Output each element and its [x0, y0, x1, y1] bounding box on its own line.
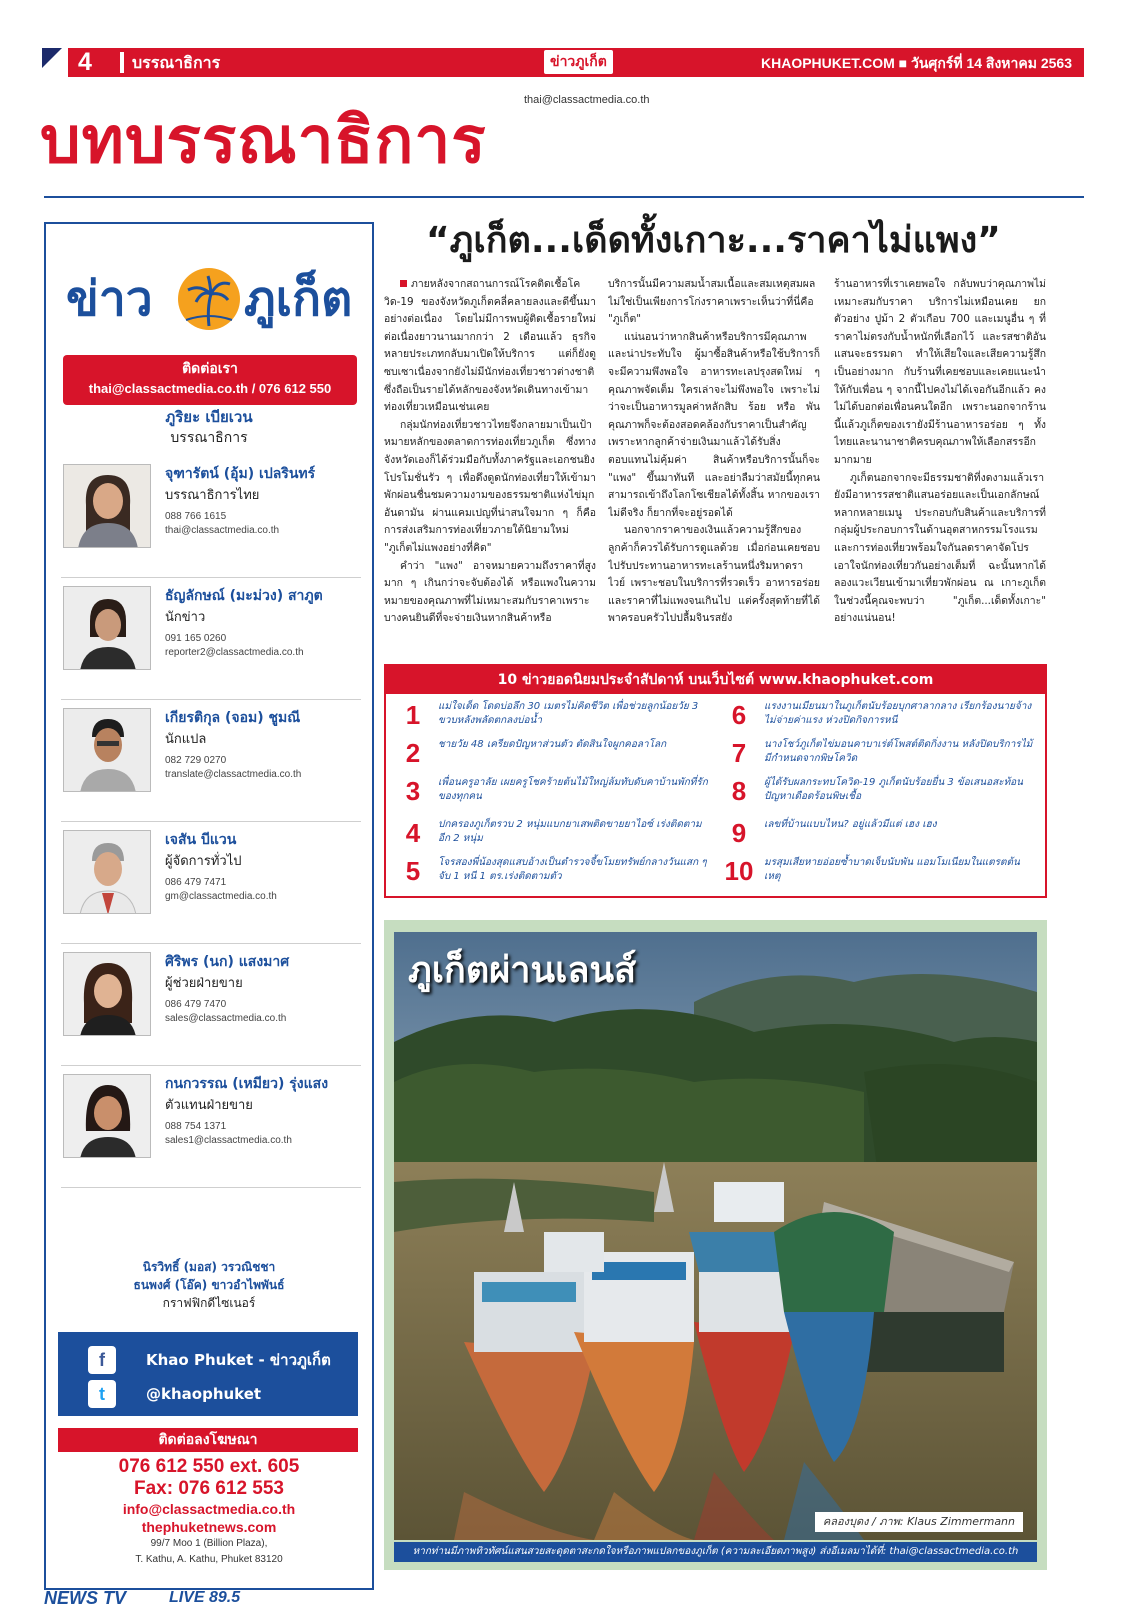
masthead-word-news: ข่าว — [66, 271, 153, 327]
staff-phone: 091 165 0260 — [165, 633, 227, 644]
staff-photo — [63, 464, 151, 548]
khaophuket-masthead — [66, 264, 356, 334]
staff-email[interactable]: reporter2@classactmedia.co.th — [165, 647, 304, 658]
corner-mark-icon — [42, 48, 68, 77]
editorial-email[interactable]: thai@classactmedia.co.th — [524, 94, 650, 106]
top-news-item[interactable]: 2 ชายวัย 48 เครียดปัญหาส่วนตัว ตัดสินใจผูกคอลาโลก — [405, 738, 667, 768]
staff-email[interactable]: translate@classactmedia.co.th — [165, 769, 302, 780]
staff-role: ตัวแทนฝ่ายขาย — [165, 1098, 253, 1113]
editorial-column-3 — [834, 276, 1046, 646]
paragraph: ภายหลังจากสถานการณ์โรคติดเชื้อโควิด-19 ของจังหวัดภูเก็ตคลี่คลายลงและดีขึ้นมาอย่างต่อเนื่อง โดยไม่มีการพบผู้ติดเชื้อรายใหม่ต่อเนื่องยาวนานมากกว่า 2 เดือนแล้ว ธุรกิจหลายประเภทกลับมาเปิดให้บริการ แต่ก็ยังดูซบเซาเนื่องจากยังไม่มีนักท่องเที่ยวชาวต่างชาติซึ่งถือเป็นรายได้หลักของจังหวัดเดินทางเข้ามาท่องเที่ยวเหมือนเช่นเคย — [384, 278, 596, 414]
staff-sidebar — [44, 222, 374, 1590]
header-divider — [120, 52, 124, 73]
ads-website[interactable]: thephuketnews.com — [141, 1519, 277, 1535]
staff-card — [61, 584, 361, 700]
page-number: 4 — [78, 48, 92, 76]
top-news-item[interactable]: 5 โจรสองพี่น้องสุดแสบอ้างเป็นตำรวจจี้ขโมยทรัพย์กลางวันแสก ๆ จับ 1 หนี 1 ตร.เร่งติดตามตัว — [405, 856, 707, 886]
designer-name: นิรวิทธิ์ (มอส) วรวณิชชา — [142, 1260, 276, 1274]
staff-role: นักข่าว — [165, 610, 206, 625]
photo-feature — [384, 920, 1047, 1570]
top-news-item[interactable]: 4 ปกครองภูเก็ตรวบ 2 หนุ่มแบกยาเสพติดขายยาไอซ์ เร่งติดตามอีก 2 หนุ่ม — [405, 818, 702, 848]
news-tv-logo[interactable]: NEWS TV — [44, 1588, 127, 1608]
page-title: บทบรรณาธิการ — [40, 104, 487, 178]
facebook-label: Khao Phuket - ข่าวภูเก็ต — [146, 1351, 331, 1369]
paragraph: บริการนั้นมีความสมน้ำสมเนื้อและสมเหตุสมผล ไม่ใช่เป็นเพียงการโก่งราคาเพราะเห็นว่าที่นี่คือ "ภูเก็ต" — [608, 278, 816, 326]
live-radio-logo[interactable]: LIVE 89.5 — [169, 1589, 241, 1606]
staff-phone: 086 479 7471 — [165, 877, 227, 888]
contact-box — [63, 355, 357, 405]
header-bar — [44, 48, 1084, 77]
top-news-item[interactable]: 10 มรสุมเสียหายอ่อยซ้ำบาดเจ็บนับพัน แอมโมเนียมในแตรตต้นเหตุ — [724, 856, 1020, 886]
top-news-item[interactable]: 7 นางโชว์ภูเก็ตไข่มอนคาบาเร่ต์โพสต์ติดกิ่งงาน หลังปิดบริการไม้มีกำหนดจากพิษโควิด — [731, 738, 1033, 768]
paragraph: ร้านอาหารที่เราเคยพอใจ กลับพบว่าคุณภาพไม่เหมาะสมกับราคา บริการไม่เหมือนเคย ยกตัวอย่าง ปูม้า 2 ตัวเกือบ 700 และเมนูอื่น ๆ ที่ราคาไม่ตรงกับน้ำหนักที่เลือกไว้ และรสชาติอันแสนจะธรรมดา ทำให้เสียใจและเสียความรู้สึกเป็นอย่างมาก กับร้านที่เคยชอบและเคยแนะนำให้กับเพื่อน ๆ จากนี้ไปคงไม่ได้เจอกันอีกแล้ว คงไม่ได้บอกต่อเพื่อนคนใดอีก เพราะนอกจากร้านนี้แล้วภูเก็ตของเรายังมีร้านอาหารอร่อย ๆ ทั้งไทยและนานาชาติครบคุณภาพให้เลือกสรรอีกมากมาย — [834, 278, 1046, 466]
photo-credit: คลองบุดง / ภาพ: Klaus Zimmermann — [815, 1512, 1023, 1532]
editorial-column-1 — [384, 276, 596, 646]
site-and-date: KHAOPHUKET.COM ■ วันศุกร์ที่ 14 สิงหาคม 2563 — [760, 55, 1072, 71]
mangrove-pier-photo[interactable] — [394, 932, 1037, 1540]
staff-photo — [63, 1074, 151, 1158]
staff-phone: 086 479 7470 — [165, 999, 227, 1010]
ads-phone[interactable]: 076 612 550 ext. 605 — [118, 1456, 300, 1477]
staff-card — [61, 828, 361, 944]
staff-card — [61, 706, 361, 822]
staff-photo — [63, 830, 151, 914]
top-news-item[interactable]: 8 ผู้ได้รับผลกระทบโควิด-19 ภูเก็ตนับร้อยยื่น 3 ข้อเสนอสะท้อนปัญหาเดือดร้อนพิษเชื้อ — [731, 776, 1024, 806]
contact-line[interactable]: thai@classactmedia.co.th / 076 612 550 — [88, 381, 332, 396]
photo-feature-title: ภูเก็ตผ่านเลนส์ — [408, 950, 637, 991]
twitter-icon: t — [88, 1380, 116, 1408]
ads-contact-info — [46, 1456, 372, 1568]
staff-phone: 082 729 0270 — [165, 755, 227, 766]
ads-address-line2: T. Kathu, A. Kathu, Phuket 83120 — [135, 1554, 283, 1565]
title-divider — [44, 196, 1084, 198]
section-name: บรรณาธิการ — [132, 53, 221, 72]
staff-email[interactable]: sales1@classactmedia.co.th — [165, 1135, 292, 1146]
staff-role: ผู้ช่วยฝ่ายขาย — [165, 976, 243, 991]
ads-address-line1: 99/7 Moo 1 (Billion Plaza), — [150, 1538, 268, 1549]
square-bullet-icon — [400, 280, 407, 287]
staff-email[interactable]: thai@classactmedia.co.th — [165, 525, 280, 536]
top-news-box — [384, 664, 1047, 898]
designer-name: ธนพงศ์ (โอ๊ค) ขาวอำไพพันธ์ — [133, 1278, 285, 1292]
ads-email[interactable]: info@classactmedia.co.th — [122, 1501, 296, 1517]
top-news-item[interactable]: 9 เลขที่บ้านแบบไหน? อยู่แล้วมีแต่ เฮง เฮง — [731, 818, 937, 848]
facebook-icon: f — [88, 1346, 116, 1374]
paragraph: คำว่า "แพง" อาจหมายความถึงราคาที่สูงมาก ๆ เกินกว่าจะจับต้องได้ หรือแพงในความหมายของคุณภาพที่ไม่เหมาะสมกับราคาเพราะบางคนยินดีที่จะจ่ายเงินหากสินค้าหรือ — [384, 559, 596, 625]
staff-email[interactable]: gm@classactmedia.co.th — [165, 891, 277, 902]
staff-name: เกียรติกุล (จอม) ชูมณี — [165, 710, 301, 726]
staff-card — [61, 462, 361, 578]
staff-phone: 088 766 1615 — [165, 511, 227, 522]
staff-role: ผู้จัดการทั่วไป — [165, 854, 242, 869]
top-news-item[interactable]: 6 แรงงานเมียนมาในภูเก็ตนับร้อยบุกศาลากลาง เรียกร้องนายจ้างไม่จ่ายค่าแรง ห่วงปิดกิจการหนี — [731, 700, 1032, 730]
editor-name: ภูริยะ เบียเวน — [165, 408, 253, 426]
social-links — [58, 1332, 358, 1416]
masthead-word-phuket: ภูเก็ต — [244, 271, 353, 327]
staff-name: เจสัน บีแวน — [165, 832, 237, 848]
staff-email[interactable]: sales@classactmedia.co.th — [165, 1013, 287, 1024]
ads-contact-heading: ติดต่อลงโฆษณา — [58, 1428, 358, 1452]
editorial-column-2 — [608, 276, 820, 646]
paragraph: ภูเก็ตนอกจากจะมีธรรมชาติที่งดงามแล้วเรายังมีอาหารรสชาติแสนอร่อยและเป็นเอกลักษณ์หลากหลายเมนู ประกอบกับสินค้าและบริการที่กลุ่มผู้ประกอบการในด้านอุตสาหกรรมโรงแรมและการท่องเที่ยวพร้อมใจกันลดราคาจัดโปรเอาใจนักท่องเที่ยวกันอย่างเต็มที่ ฉะนั้นหากได้ลองแวะเวียนเข้ามาเที่ยวพักผ่อน ณ เกาะภูเก็ตในช่วงนี้คุณจะพบว่า "ภูเก็ต...เด็ดทั้งเกาะ" อย่างแน่นอน! — [834, 471, 1046, 625]
editor-role: บรรณาธิการ — [170, 430, 248, 446]
top-news-item[interactable]: 3 เพื่อนครูอาลัย เผยครูโชคร้ายต้นไม้ใหญ่ล้มทับดับคาบ้านพักที่รักของทุกคน — [405, 776, 708, 806]
header-logo[interactable]: ข่าวภูเก็ต — [544, 50, 613, 74]
staff-name: กนกวรรณ (เหมียว) รุ่งแสง — [165, 1076, 329, 1092]
staff-card — [61, 950, 361, 1066]
staff-photo — [63, 586, 151, 670]
paragraph: กลุ่มนักท่องเที่ยวชาวไทยจึงกลายมาเป็นเป้าหมายหลักของตลาดการท่องเที่ยวภูเก็ต ซึ่งทางจังหวัดเองก็ได้ร่วมมือกับทั้งภาครัฐและเอกชนยิงโปรโมชั่นรัว ๆ เพื่อดึงดูดนักท่องเที่ยวให้เข้ามาพักผ่อนชื่นชมความงามของธรรมชาติแห่งไข่มุกอันดามัน ผ่านแคมเปญที่น่าสนใจมาก ๆ ก็คือการส่งเสริมการท่องเที่ยวภายใต้นิยามใหม่ "ภูเก็ตไม่แพงอย่างที่คิด" — [384, 418, 596, 554]
graphic-designers — [46, 1258, 372, 1312]
staff-name: ศิริพร (นก) แสงมาศ — [165, 954, 290, 970]
staff-card — [61, 1072, 361, 1188]
paragraph: นอกจากราคาของเงินแล้วความรู้สึกของลูกค้าก็ควรได้รับการดูแลด้วย เมื่อก่อนเคยชอบไปรับประทานอาหารทะเลร้านหนึ่งริมหาดราไวย์ เพราะชอบในบริการที่รวดเร็ว อาหารอร่อย และราคาที่ไม่แพงจนเกินไป แต่ครั้งสุดท้ายที่ได้พาครอบครัวไปปลื้มจินรสยัง — [608, 524, 820, 625]
staff-phone: 088 754 1371 — [165, 1121, 227, 1132]
boats-scene-image — [394, 932, 1037, 1540]
paragraph: แน่นอนว่าหากสินค้าหรือบริการมีคุณภาพและน่าประทับใจ ผู้มาซื้อสินค้าหรือใช้บริการก็จะมีความพึงพอใจ อาหารทะเลปรุงสดใหม่ ๆ คุณภาพจัดเต็ม ใครเล่าจะไม่พึงพอใจ เพราะไม่ว่าจะเป็นอาหารมูลค่าหลักสิบ ร้อย หรือ พัน คุณภาพก็จะต้องสอดคล้องกับราคาเป็นสำคัญ เพราะหากลูกค้าจ่ายเงินมาแล้วได้รับสิ่งตอบแทนไม่คุ้มค่า สินค้าหรือบริการนั้นก็จะ "แพง" ขึ้นมาทันที และอย่าลืมว่าสมัยนี้ทุกคนสามารถเข้าถึงโลกโซเชียลได้ทั้งสิ้น หากของเราไม่ดีจริง ก็ยากที่จะอยู่รอดได้ — [608, 330, 820, 519]
editorial-headline: “ภูเก็ต...เด็ดทั้งเกาะ...ราคาไม่แพง” — [426, 220, 1001, 261]
top-news-item[interactable]: 1 แม่ใจเด็ด โดดบ่อลึก 30 เมตรไม่คิดชีวิต เพื่อช่วยลูกน้อยวัย 3 ขวบหลังพลัดตกลงบ่อน้ำ — [405, 700, 699, 730]
top-news-heading: 10 ข่าวยอดนิยมประจำสัปดาห์ บนเว็บไซต์ www.khaophuket.com — [386, 666, 1045, 694]
photo-submission-caption: หากท่านมีภาพทิวทัศน์แสนสวยสะดุดตาสะกดใจหรือภาพแปลกของภูเก็ต (ความละเอียดภาพสูง) ส่งอีเมลมาได้ที่: thai@classactmedia.co.th — [394, 1542, 1037, 1562]
staff-role: บรรณาธิการไทย — [165, 488, 260, 503]
palm-sun-icon — [178, 268, 240, 330]
staff-name: ธัญลักษณ์ (มะม่วง) สาภูต — [165, 588, 323, 604]
ads-fax: Fax: 076 612 553 — [133, 1478, 284, 1499]
staff-role: นักแปล — [165, 732, 207, 747]
contact-title: ติดต่อเรา — [182, 361, 238, 377]
designer-role: กราฟฟิกดีไซเนอร์ — [162, 1296, 256, 1310]
staff-name: จุฑารัตน์ (อุ้ม) เปลรินทร์ — [165, 466, 316, 482]
twitter-label: @khaophuket — [146, 1385, 262, 1403]
staff-photo — [63, 952, 151, 1036]
staff-photo — [63, 708, 151, 792]
